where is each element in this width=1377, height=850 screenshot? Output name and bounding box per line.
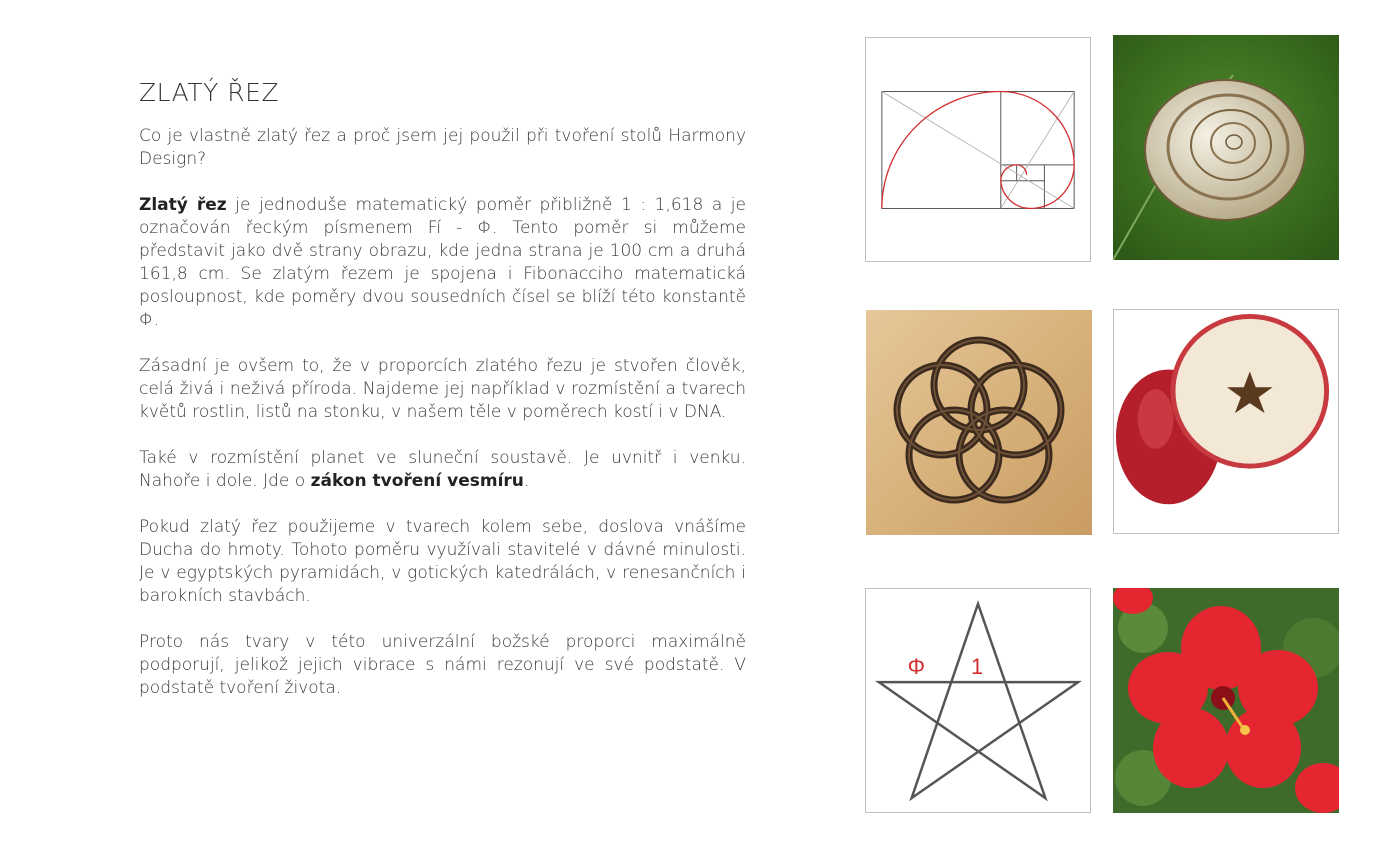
paragraph-conclusion: Proto nás tvary v této univerzální božské proporci maximálně podporují, jelikož jejich vibrace s námi rezonují ve své podstatě. V podstatě tvoření života.: [139, 632, 746, 698]
hibiscus-image: [1113, 588, 1339, 813]
golden-spiral-image: [865, 37, 1091, 262]
pentagram-diagram: [866, 589, 1090, 812]
paragraph-nature: Zásadní je ovšem to, že v proporcích zlatého řezu je stvořen člověk, celá živá i neživá příroda. Najdeme jej například v rozmístění a tvarech květů rostlin, listů na stonku, v našem těle v poměrech kostí i v DNA.: [139, 356, 746, 422]
snail-shell-photo: [1113, 35, 1339, 260]
universe-period: .: [523, 471, 530, 491]
venus-rose-image: [866, 310, 1092, 535]
apple-cross-section-photo: [1114, 310, 1338, 533]
article: [139, 78, 746, 723]
term-golden-ratio: Zlatý řez: [139, 195, 227, 215]
golden-spiral-diagram: [866, 38, 1090, 261]
one-label: 1: [971, 654, 984, 680]
term-universe-law: zákon tvoření vesmíru: [310, 471, 524, 491]
venus-rose-pattern: [866, 310, 1092, 535]
universe-text: Také v rozmístění planet ve sluneční soustavě. Je uvnitř i venku. Nahoře i dole. Jde o: [139, 448, 746, 491]
hibiscus-flower-photo: [1113, 588, 1339, 813]
paragraph-definition: [139, 194, 746, 332]
paragraph-universe: [139, 447, 746, 493]
apple-image: [1113, 309, 1339, 534]
snail-shell-image: [1113, 35, 1339, 260]
paragraph-intro: Co je vlastně zlatý řez a proč jsem jej použil při tvoření stolů Harmony Design?: [139, 126, 746, 169]
page-title: ZLATÝ ŘEZ: [139, 78, 280, 107]
paragraph-architecture: Pokud zlatý řez použijeme v tvarech kolem sebe, doslova vnášíme Ducha do hmoty. Tohoto poměru využívali stavitelé v dávné minulosti. Je v egyptských pyramidách, v gotických katedrálách, v renesančních i barokních stavbách.: [139, 517, 746, 606]
pentagram-image: [865, 588, 1091, 813]
phi-label: Φ: [907, 654, 926, 680]
definition-text: je jednoduše matematický poměr přibližně 1 : 1,618 a je označován řeckým písmenem Fí - Φ. Tento poměr si můžeme představit jako dvě strany obrazu, kde jedna strana je 100 cm a druhá 161,8 cm. Se zlatým řezem je spojena i Fibonacciho matematická posloupnost, kde poměry dvou sousedních čísel se blíží této konstantě Φ.: [139, 195, 746, 330]
